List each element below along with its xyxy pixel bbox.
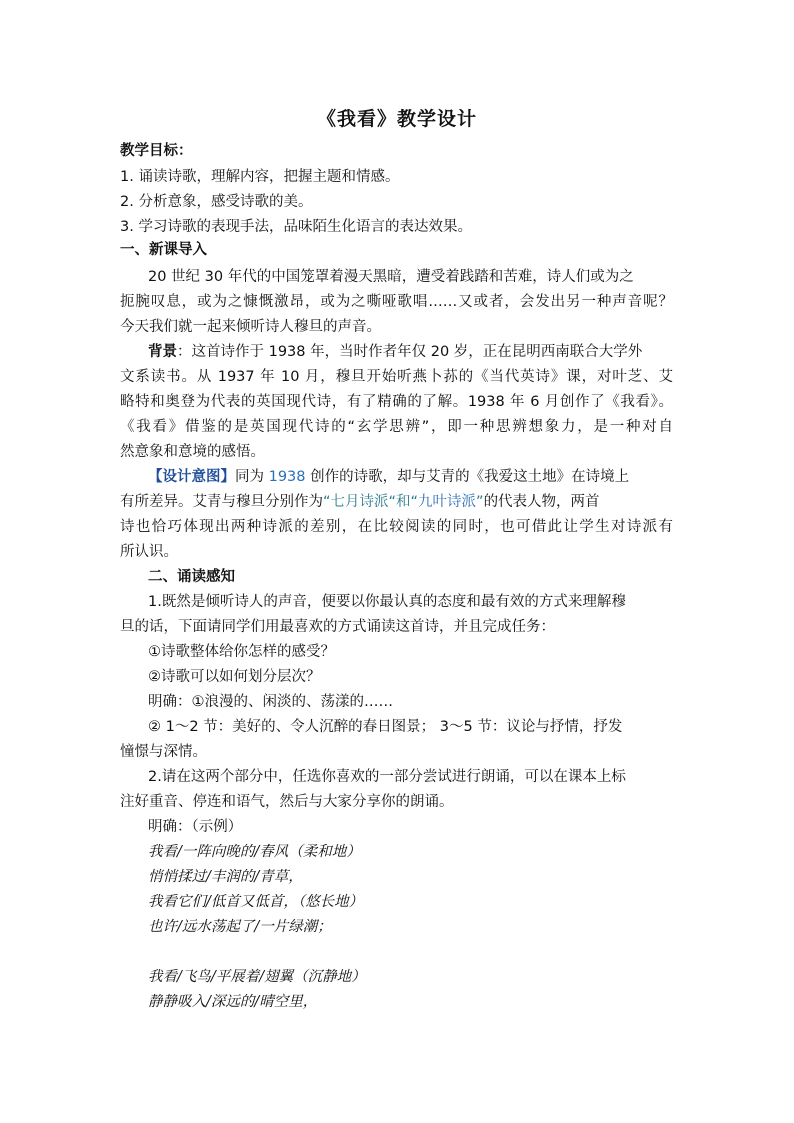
paragraph-text: 有所差异。艾青与穆旦分别作为 (120, 494, 323, 510)
paragraph-text: 同为 (235, 469, 269, 485)
paragraph-line: 1.既然是倾听诗人的声音，便要以你最认真的态度和最有效的方式来理解穆 (148, 594, 626, 610)
objective-item: 3. 学习诗歌的表现手法，品味陌生化语言的表达效果。 (120, 219, 472, 235)
paragraph-line: 今天我们就一起来倾听诗人穆旦的声音。 (120, 319, 381, 335)
quote-mark: ” (476, 494, 484, 510)
poem-line: 我看/飞鸟/平展着/翅翼（沉静地） (148, 969, 366, 985)
section-heading-intro: 一、新课导入 (120, 242, 207, 258)
answer-line: 憧憬与深情。 (120, 744, 207, 760)
background-paragraph-first-line (148, 342, 642, 362)
paragraph-line: 2.请在这两个部分中，任选你喜欢的一部分尝试进行朗诵，可以在课本上标 (148, 769, 626, 785)
paragraph-line: 文系读书。从 1937 年 10 月，穆旦开始听燕卜荪的《当代英诗》课，对叶芝、艾 (120, 369, 673, 385)
paragraph-line: 所认识。 (120, 544, 178, 560)
poem-line: 我看它们/低首又低首，（悠长地） (148, 894, 364, 910)
objective-item: 1. 诵读诗歌，理解内容，把握主题和情感。 (120, 169, 400, 185)
design-intent-label: 【设计意图】 (148, 469, 235, 485)
example-label: 明确：（示例） (148, 819, 243, 835)
design-intent-first-line (148, 467, 629, 487)
objectives-heading: 教学目标： (120, 143, 193, 159)
poem-line: 我看/一阵向晚的/春风（柔和地） (148, 844, 361, 860)
paragraph-line: 然意象和意境的感悟。 (120, 444, 265, 460)
question-item: ②诗歌可以如何划分层次？ (148, 669, 321, 685)
paragraph-text: ：这首诗作于 1938 年，当时作者年仅 20 岁，正在昆明西南联合大学外 (177, 344, 643, 360)
paragraph-line: 《我看》借鉴的是英国现代诗的“玄学思辨”，即一种思辨想象力，是一种对自 (120, 419, 673, 435)
poetry-school-highlight: “七月诗派“和“ (323, 494, 419, 510)
year-highlight: 1938 (268, 469, 306, 485)
objective-item: 2. 分析意象，感受诗歌的美。 (120, 194, 313, 210)
answer-line: 明确：①浪漫的、闲淡的、荡漾的…… (148, 694, 393, 710)
document-title: 《我看》教学设计 (316, 108, 477, 130)
paragraph-line: 扼腕叹息，或为之慷慨激昂，或为之嘶哑歌唱……又或者，会发出另一种声音呢？ (120, 294, 673, 310)
section-heading-reading: 二、诵读感知 (148, 569, 235, 585)
poem-line: 悄悄揉过/丰润的/青草， (148, 869, 303, 885)
paragraph-line: 注好重音、停连和语气，然后与大家分享你的朗诵。 (120, 794, 454, 810)
paragraph-line: 20 世纪 30 年代的中国笼罩着漫天黑暗，遭受着践踏和苦难，诗人们或为之 (148, 269, 634, 285)
paragraph-line: 略特和奥登为代表的英国现代诗，有了精确的了解。1938 年 6 月创作了《我看》。 (120, 394, 673, 410)
paragraph-text: 创作的诗歌，却与艾青的《我爱这土地》在诗境上 (305, 469, 630, 485)
poem-line: 也许/远水荡起了/一片绿潮； (148, 919, 332, 935)
paragraph-text: 的代表人物，两首 (483, 494, 600, 510)
poetry-school-highlight: 九叶诗派 (418, 494, 477, 510)
answer-line: ② 1～2 节：美好的、令人沉醉的春日图景； 3～5 节：议论与抒情，抒发 (148, 719, 623, 735)
question-item: ①诗歌整体给你怎样的感受？ (148, 644, 335, 660)
poem-line: 静静吸入/深远的/晴空里， (148, 994, 318, 1010)
paragraph-line: 旦的话，下面请同学们用最喜欢的方式诵读这首诗，并且完成任务： (120, 619, 555, 635)
paragraph-line: 诗也恰巧体现出两种诗派的差别，在比较阅读的同时，也可借此让学生对诗派有 (120, 519, 673, 535)
background-label: 背景 (148, 344, 177, 360)
design-intent-line (120, 492, 600, 512)
